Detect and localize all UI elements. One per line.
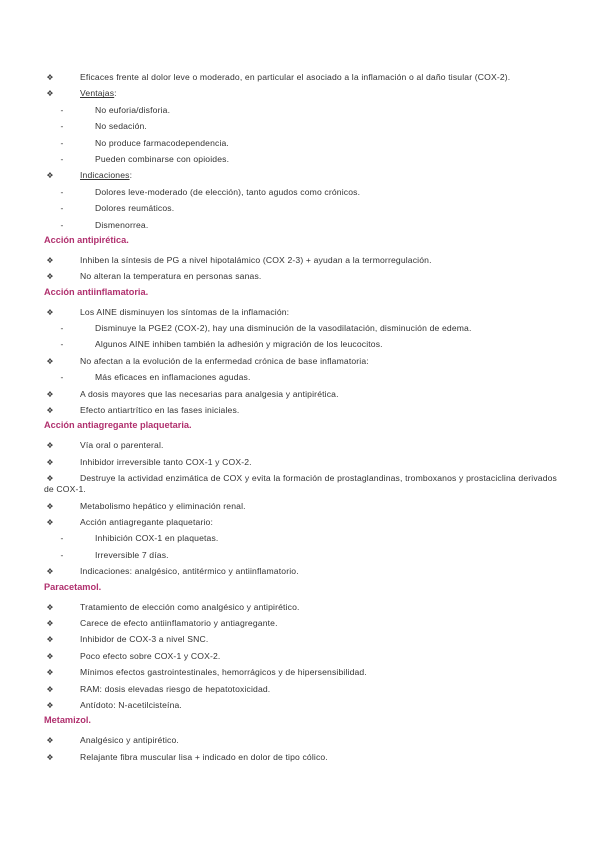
section-heading-metamizol: Metamizol.	[44, 715, 91, 726]
bullet-item	[44, 440, 557, 451]
bullet-text: Antídoto: N-acetilcisteína.	[80, 699, 182, 710]
diamond-bullet-icon: ❖	[46, 272, 54, 282]
diamond-bullet-icon: ❖	[46, 89, 54, 99]
sub-item-text: Pueden combinarse con opioides.	[95, 153, 230, 164]
sub-item-text: Más eficaces en inflamaciones agudas.	[95, 372, 251, 383]
bullet-item: ❖ Indicaciones:	[44, 170, 557, 181]
bullet-item	[44, 651, 557, 662]
bullet-item	[44, 634, 557, 645]
dash-bullet: -	[60, 323, 64, 334]
bullet-text: Inhiben la síntesis de PG a nivel hipotalámico (COX 2-3) + ayudan a la termorregulación.	[80, 254, 432, 265]
sub-item	[44, 339, 557, 350]
diamond-bullet-icon: ❖	[46, 307, 54, 317]
bullet-text: Efecto antiartrítico en las fases iniciales.	[80, 405, 240, 416]
bullet-item	[44, 457, 557, 468]
bullet-text: Inhibidor irreversible tanto COX-1 y COX-2.	[80, 456, 252, 467]
bullet-text: Eficaces frente al dolor leve o moderado, en particular el asociado a la inflamación o al daño tisular (COX-2).	[80, 72, 511, 82]
sub-item	[44, 154, 557, 165]
diamond-bullet-icon: ❖	[46, 684, 54, 694]
dash-bullet: -	[60, 104, 64, 115]
bullet-item	[44, 752, 557, 763]
sub-item-text: Irreversible 7 días.	[95, 549, 169, 560]
sub-item	[44, 220, 557, 231]
bullet-text: Vía oral o parenteral.	[80, 440, 164, 451]
bullet-text: Inhibidor de COX-3 a nivel SNC.	[80, 634, 209, 645]
bullet-item	[44, 307, 557, 318]
bullet-text: Poco efecto sobre COX-1 y COX-2.	[80, 650, 221, 661]
bullet-item	[44, 72, 557, 83]
sub-item-text: Dolores reumáticos.	[95, 203, 175, 214]
sub-item	[44, 533, 557, 544]
bullet-item	[44, 684, 557, 695]
diamond-bullet-icon: ❖	[46, 501, 54, 511]
diamond-bullet-icon: ❖	[46, 73, 54, 82]
dash-bullet: -	[60, 121, 64, 132]
dash-bullet: -	[60, 137, 64, 148]
bullet-item	[44, 667, 557, 678]
diamond-bullet-icon: ❖	[46, 567, 54, 577]
diamond-bullet-icon: ❖	[46, 406, 54, 416]
sub-item	[44, 121, 557, 132]
bullet-item	[44, 735, 557, 746]
bullet-text: No afectan a la evolución de la enfermedad crónica de base inflamatoria:	[80, 355, 369, 366]
bullet-text: Metabolismo hepático y eliminación renal.	[80, 500, 246, 511]
diamond-bullet-icon: ❖	[46, 457, 54, 467]
bullet-text: Los AINE disminuyen los síntomas de la inflamación:	[80, 306, 290, 317]
bullet-item	[44, 501, 557, 512]
bullet-text: RAM: dosis elevadas riesgo de hepatotoxicidad.	[80, 683, 271, 694]
bullet-text: Acción antiagregante plaquetario:	[80, 516, 213, 527]
bullet-item	[44, 405, 557, 416]
sub-item	[44, 105, 557, 116]
sub-item-text: No produce farmacodependencia.	[95, 137, 229, 148]
diamond-bullet-icon: ❖	[46, 517, 54, 527]
diamond-bullet-icon: ❖	[46, 736, 54, 746]
sub-item-text: Dolores leve-moderado (de elección), tanto agudos como crónicos.	[95, 186, 361, 197]
dash-bullet: -	[60, 533, 64, 544]
diamond-bullet-icon: ❖	[46, 668, 54, 678]
section-heading-antipiretica: Acción antipirética.	[44, 234, 129, 245]
bullet-item	[44, 389, 557, 400]
sub-item-text: Algunos AINE inhiben también la adhesión y migración de los leucocitos.	[95, 339, 383, 350]
sub-item-text: No euforia/disforia.	[95, 104, 171, 115]
bullet-item: ❖ Ventajas:	[44, 88, 557, 99]
diamond-bullet-icon: ❖	[46, 356, 54, 366]
dash-bullet: -	[60, 186, 64, 197]
dash-bullet: -	[60, 203, 64, 214]
diamond-bullet-icon: ❖	[46, 389, 54, 399]
diamond-bullet-icon: ❖	[46, 700, 54, 710]
sub-item	[44, 372, 557, 383]
bullet-item	[44, 473, 557, 495]
sub-item	[44, 138, 557, 149]
diamond-bullet-icon: ❖	[46, 651, 54, 661]
bullet-item	[44, 517, 557, 528]
dash-bullet: -	[60, 339, 64, 350]
sub-item	[44, 323, 557, 334]
diamond-bullet-icon: ❖	[46, 171, 54, 181]
bullet-item	[44, 566, 557, 577]
diamond-bullet-icon: ❖	[46, 752, 54, 762]
diamond-bullet-icon: ❖	[46, 255, 54, 265]
sub-item	[44, 187, 557, 198]
sub-item-text: Dismenorrea.	[95, 219, 149, 230]
bullet-text: No alteran la temperatura en personas sanas.	[80, 271, 262, 282]
section-heading-paracetamol: Paracetamol.	[44, 581, 102, 592]
bullet-text: Carece de efecto antiinflamatorio y antiagregante.	[80, 617, 278, 628]
bullet-text: Relajante fibra muscular lisa + indicado en dolor de tipo cólico.	[80, 751, 328, 762]
dash-bullet: -	[60, 372, 64, 383]
bullet-text: Tratamiento de elección como analgésico y antipirético.	[80, 601, 300, 612]
dash-bullet: -	[60, 153, 64, 164]
bullet-item	[44, 602, 557, 613]
bullet-item	[44, 356, 557, 367]
document-content	[44, 72, 557, 768]
bullet-item	[44, 700, 557, 711]
sub-item	[44, 550, 557, 561]
section-heading-antiagregante: Acción antiagregante plaquetaria.	[44, 420, 192, 431]
diamond-bullet-icon: ❖	[46, 618, 54, 628]
diamond-bullet-icon: ❖	[46, 602, 54, 612]
bullet-item	[44, 271, 557, 282]
bullet-text: Mínimos efectos gastrointestinales, hemorrágicos y de hipersensibilidad.	[80, 667, 367, 678]
ventajas-label: Ventajas	[80, 88, 115, 99]
bullet-item	[44, 618, 557, 629]
dash-bullet: -	[60, 219, 64, 230]
diamond-bullet-icon: ❖	[46, 441, 54, 451]
bullet-text: Analgésico y antipirético.	[80, 735, 179, 746]
diamond-bullet-icon: ❖	[46, 635, 54, 645]
sub-item-text: No sedación.	[95, 121, 147, 132]
diamond-bullet-icon: ❖	[46, 474, 54, 484]
dash-bullet: -	[60, 549, 64, 560]
sub-item-text: Inhibición COX-1 en plaquetas.	[95, 533, 219, 544]
bullet-text: Indicaciones: analgésico, antitérmico y antiinflamatorio.	[80, 566, 299, 577]
bullet-text: Destruye la actividad enzimática de COX y evita la formación de prostaglandinas, tromboxanos y prostaciclina derivados de COX-1.	[44, 473, 557, 495]
section-heading-antiinflamatoria: Acción antiinflamatoria.	[44, 286, 149, 297]
bullet-text: A dosis mayores que las necesarias para analgesia y antipirética.	[80, 388, 339, 399]
sub-item-text: Disminuye la PGE2 (COX-2), hay una disminución de la vasodilatación, disminución de edema.	[95, 323, 472, 334]
bullet-item	[44, 255, 557, 266]
indicaciones-label: Indicaciones	[80, 170, 130, 181]
sub-item	[44, 203, 557, 214]
